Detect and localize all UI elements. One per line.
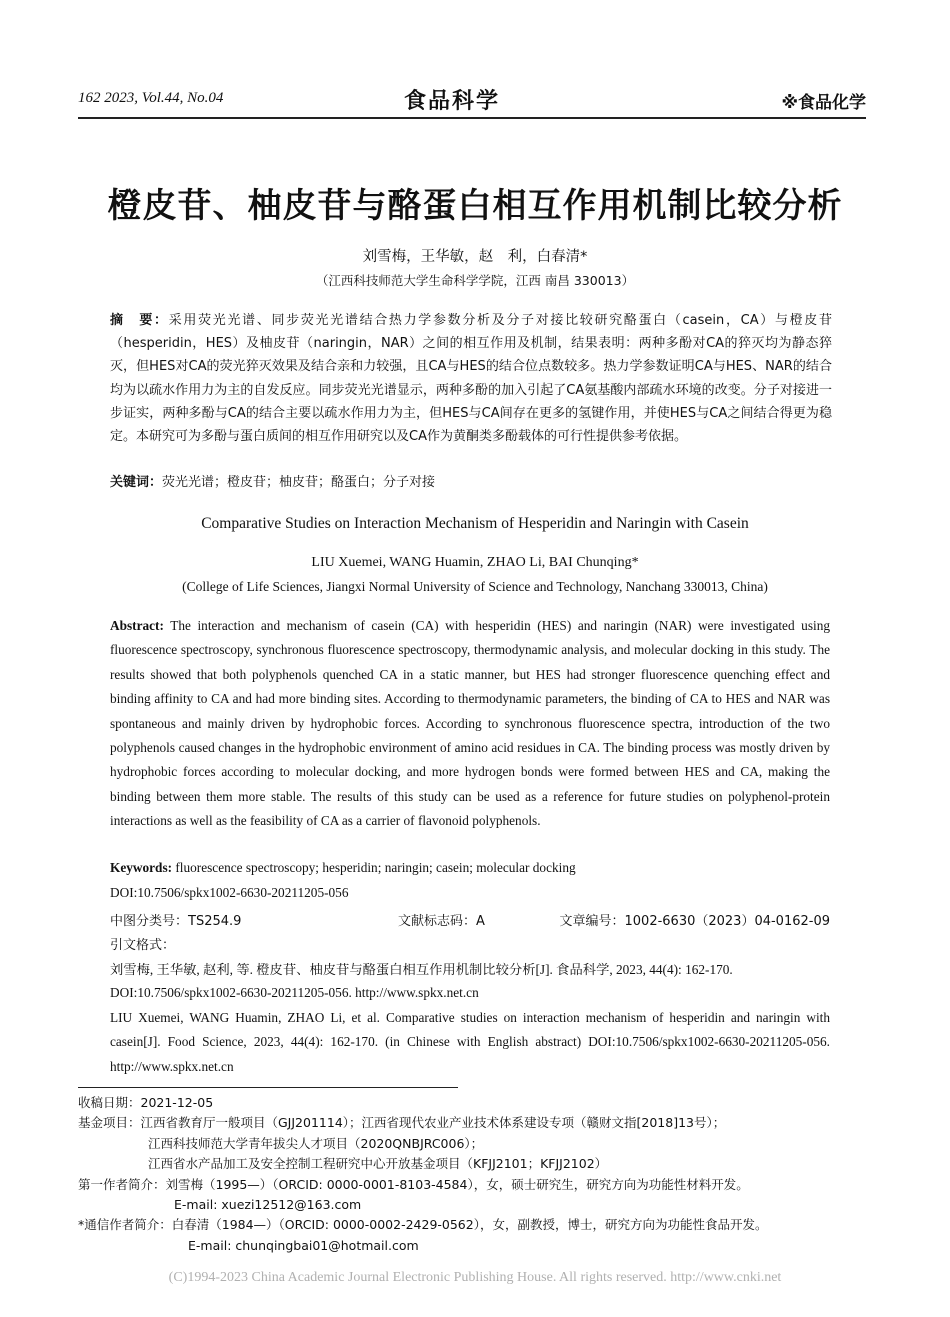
cnki-watermark: (C)1994-2023 China Academic Journal Electronic Publishing House. All rights reserved. http://www.cnki.net — [168, 1270, 782, 1285]
abstract-zh-label: 摘 要： — [110, 313, 169, 328]
keywords-zh-label: 关键词： — [110, 475, 163, 490]
citation-en: LIU Xuemei, WANG Huamin, ZHAO Li, et al. Comparative studies on interaction mechanism of hesperidin and naringin with casein[J]. Food Science, 2023, 44(4): 162-170. (in Chinese with English abstract) DOI:10.7506/spkx1002-6630-20211205-056. http://www.spkx.net.cn — [110, 1010, 830, 1074]
classification-row — [110, 910, 830, 930]
fund-line-3: 江西省水产品加工及安全控制工程研究中心开放基金项目（KFJJ2101；KFJJ2102） — [148, 1156, 608, 1172]
abstract-zh-text: 采用荧光光谱、同步荧光光谱结合热力学参数分析及分子对接比较研究酪蛋白（casein，CA）与橙皮苷（hesperidin，HES）及柚皮苷（naringin，NAR）之间的相互作用及机制，结果表明：两种多酚对CA的猝灭均为静态猝灭，但HES对CA的荧光猝灭效果及结合亲和力较强，且CA与HES的结合位点数较多。热力学参数证明CA与HES、NAR的结合均为以疏水作用力为主的自发反应。同步荧光光谱显示，两种多酚的加入引起了CA氨基酸内部疏水环境的改变。分子对接进一步证实，两种多酚与CA的结合主要以疏水作用力为主，但HES与CA间存在更多的氢键作用，并使HES与CA之间结合得更为稳定。本研究可为多酚与蛋白质间的相互作用研究以及CA作为黄酮类多酚载体的可行性提供参考依据。 — [110, 313, 832, 445]
keywords-en — [110, 860, 830, 876]
footnote-rule — [78, 1087, 458, 1088]
abstract-en — [110, 614, 830, 834]
abstract-zh — [110, 309, 832, 448]
first-author-email: E-mail: xuezi12512@163.com — [174, 1197, 362, 1213]
keywords-zh-text: 荧光光谱；橙皮苷；柚皮苷；酪蛋白；分子对接 — [162, 475, 436, 490]
abstract-en-text: The interaction and mechanism of casein (CA) with hesperidin (HES) and naringin (NAR) were investigated using fluorescence spectroscopy, synchronous fluorescence spectroscopy, thermodynamic analysis, and molecular docking in this study. The results showed that both polyphenols quenched CA in a static manner, but HES had stronger fluorescence quenching effect and binding affinity to CA and had more binding sites. According to thermodynamic parameters, the binding of CA to HES and NAR was spontaneous and mainly driven by hydrophobic forces. According to synchronous fluorescence spectra, introduction of the two polyphenols caused changes in the hydrophobic environment of amino acid residues in CA. The binding process was mostly driven by hydrophobic forces according to molecular docking, and more hydrogen bonds were formed between HES and CA, making the binding between them more stable. The results of this study can be used as a reference for future studies on polyphenol-protein interactions as well as the feasibility of CA as a carrier of flavonoid polyphenols. — [110, 618, 830, 829]
corresponding-author-email: E-mail: chunqingbai01@hotmail.com — [188, 1237, 419, 1253]
abstract-en-label: Abstract: — [110, 618, 164, 633]
citation-label: 引文格式： — [110, 938, 176, 953]
doi: DOI:10.7506/spkx1002-6630-20211205-056 — [110, 885, 349, 900]
header-rule — [78, 117, 866, 119]
document-code: 文献标志码：A — [398, 914, 485, 929]
title-zh: 橙皮苷、柚皮苷与酪蛋白相互作用机制比较分析 — [107, 186, 843, 226]
citation-zh: 刘雪梅, 王华敏, 赵利, 等. 橙皮苷、柚皮苷与酪蛋白相互作用机制比较分析[J]. 食品科学, 2023, 44(4): 162-170. DOI:10.7506/spkx1002-6630-20211205-056. http://www.spkx.net.cn — [110, 962, 733, 1000]
affiliation-zh: （江西科技师范大学生命科学学院，江西 南昌 330013） — [315, 273, 635, 288]
corresponding-author-bio: *通信作者简介：白春清（1984—）（ORCID: 0000-0002-2429-0562），女，副教授，博士，研究方向为功能性食品开发。 — [78, 1217, 768, 1233]
fund-line-2: 江西科技师范大学青年拔尖人才项目（2020QNBJRC006）； — [148, 1135, 484, 1151]
authors-zh: 刘雪梅，王华敏，赵 利，白春清* — [362, 249, 588, 265]
fund-line-1: 基金项目：江西省教育厅一般项目（GJJ201114）；江西省现代农业产业技术体系建设专项（赣财文指[2018]13号）； — [78, 1115, 726, 1131]
keywords-zh — [110, 471, 832, 490]
footnotes — [78, 1093, 868, 1256]
first-author-bio: 第一作者简介：刘雪梅（1995—）（ORCID: 0000-0001-8103-4584），女，硕士研究生，研究方向为功能性材料开发。 — [78, 1176, 749, 1192]
keywords-en-text: fluorescence spectroscopy; hesperidin; naringin; casein; molecular docking — [175, 860, 576, 875]
affiliation-en: (College of Life Sciences, Jiangxi Normal University of Science and Technology, Nanchang 330013, China) — [182, 579, 768, 594]
running-header — [0, 0, 950, 130]
received-date: 收稿日期：2021-12-05 — [78, 1095, 214, 1110]
section-label: ※食品化学 — [781, 93, 866, 113]
keywords-en-label: Keywords: — [110, 860, 173, 875]
page-volume-info: 162 2023, Vol.44, No.04 — [78, 90, 224, 106]
article-number: 文章编号：1002-6630（2023）04-0162-09 — [559, 914, 830, 929]
authors-en: LIU Xuemei, WANG Huamin, ZHAO Li, BAI Chunqing* — [311, 555, 639, 570]
title-en: Comparative Studies on Interaction Mechanism of Hesperidin and Naringin with Casein — [201, 515, 749, 532]
journal-logo: 食品科学 — [404, 89, 501, 114]
clc-number: 中图分类号：TS254.9 — [110, 914, 242, 929]
